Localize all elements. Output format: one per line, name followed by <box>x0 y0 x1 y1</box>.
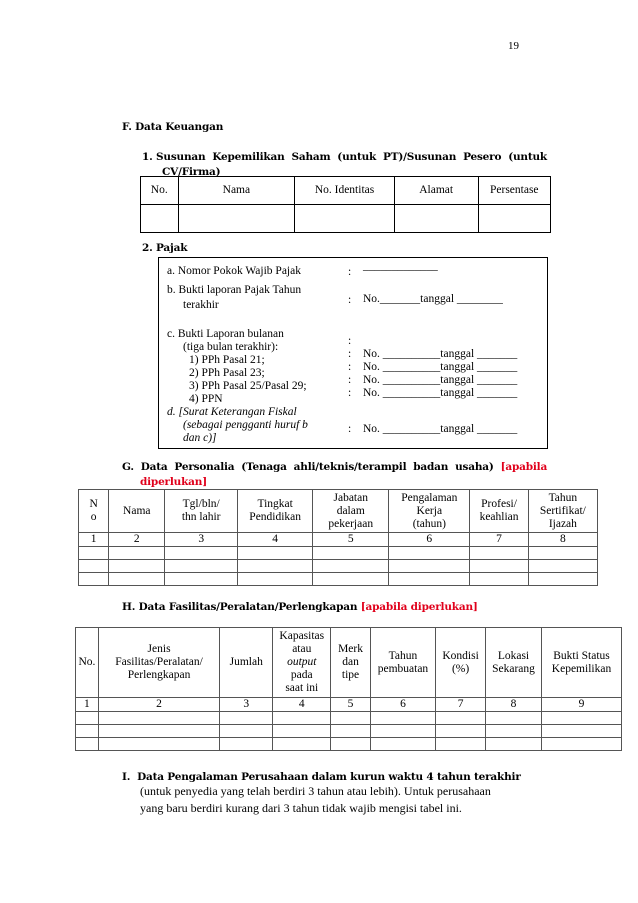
header-cell: Profesi/ keahlian <box>470 490 528 533</box>
number-cell: 3 <box>220 698 273 712</box>
header-cell: Tgl/bln/ thn lahir <box>165 490 238 533</box>
pajak-c-value: No. __________tanggal _______ <box>363 361 518 373</box>
pajak-d-label1: d. [Surat Keterangan Fiskal <box>167 406 297 418</box>
item1-line1: 1. Susunan Kepemilikan Saham (untuk PT)/Susunan Pesero (untuk <box>142 151 547 163</box>
header-cell: Tahun Sertifikat/ Ijazah <box>528 490 597 533</box>
pajak-c-label2: (tiga bulan terakhir): <box>183 341 279 353</box>
pajak-a-value: _____________ <box>363 260 438 272</box>
colon: : <box>348 266 352 278</box>
section-g-title-red: [apabila <box>500 461 548 473</box>
pajak-a-label: a. Nomor Pokok Wajib Pajak <box>167 265 301 277</box>
header-cell: No. <box>76 628 99 698</box>
pajak-c-item: 1) PPh Pasal 21; <box>189 354 265 366</box>
pajak-d-label2: (sebagai pengganti huruf b <box>183 419 308 431</box>
header-cell: Jenis Fasilitas/Peralatan/ Perlengkapan <box>98 628 219 698</box>
personnel-table <box>78 489 598 586</box>
colon: : <box>348 423 352 435</box>
pajak-b-label2: terakhir <box>183 299 219 311</box>
shareholder-table <box>140 176 551 233</box>
number-cell: 1 <box>76 698 99 712</box>
number-cell: 4 <box>273 698 331 712</box>
pajak-b-value: No._______tanggal ________ <box>363 293 503 305</box>
pajak-c-value: No. __________tanggal _______ <box>363 374 518 386</box>
output-italic: output <box>287 656 317 668</box>
header-cell: Bukti Status Kepemilikan <box>542 628 622 698</box>
section-h-title-red: [apabila diperlukan] <box>360 601 478 613</box>
header-cell: No. <box>141 177 179 205</box>
number-cell: 2 <box>98 698 219 712</box>
pajak-c-item: 2) PPh Pasal 23; <box>189 367 265 379</box>
header-cell: N o <box>79 490 109 533</box>
header-cell: Jabatan dalam pekerjaan <box>313 490 389 533</box>
facility-table <box>75 627 622 751</box>
pajak-c-item: 3) PPh Pasal 25/Pasal 29; <box>189 380 307 392</box>
number-cell: 7 <box>436 698 486 712</box>
section-h-title-text: H. Data Fasilitas/Peralatan/Perlengkapan <box>122 601 358 613</box>
pajak-c-value: No. __________tanggal _______ <box>363 348 518 360</box>
pajak-d-value: No. __________tanggal _______ <box>363 423 518 435</box>
section-i-title: I. Data Pengalaman Perusahaan dalam kurun waktu 4 tahun terakhir <box>122 771 521 783</box>
number-cell: 2 <box>109 533 165 547</box>
pajak-c-item: 4) PPN <box>189 393 223 405</box>
section-i-note2: yang baru berdiri kurang dari 3 tahun tidak wajib mengisi tabel ini. <box>140 801 462 815</box>
section-i-note1: (untuk penyedia yang telah berdiri 3 tahun atau lebih). Untuk perusahaan <box>140 784 491 798</box>
item1-line2: CV/Firma) <box>162 166 221 178</box>
header-cell: Pengalaman Kerja (tahun) <box>389 490 470 533</box>
section-f-title: F. Data Keuangan <box>122 121 224 133</box>
pajak-c-value: No. __________tanggal _______ <box>363 387 518 399</box>
number-cell: 7 <box>470 533 528 547</box>
section-h-title <box>122 601 478 613</box>
header-cell: Merk dan tipe <box>331 628 370 698</box>
header-cell: Kondisi (%) <box>436 628 486 698</box>
header-cell: Nama <box>178 177 295 205</box>
number-cell: 8 <box>528 533 597 547</box>
header-cell: Tahun pembuatan <box>370 628 435 698</box>
tax-box <box>158 257 548 449</box>
number-cell: 6 <box>370 698 435 712</box>
colon: : <box>348 361 352 373</box>
number-cell: 8 <box>485 698 541 712</box>
number-cell: 6 <box>389 533 470 547</box>
header-cell: Kapasitas atau output pada saat ini <box>273 628 331 698</box>
number-cell: 1 <box>79 533 109 547</box>
header-cell: Jumlah <box>220 628 273 698</box>
header-cell: Tingkat Pendidikan <box>238 490 313 533</box>
header-cell: Alamat <box>394 177 478 205</box>
header-cell: No. Identitas <box>295 177 395 205</box>
pajak-c-label1: c. Bukti Laporan bulanan <box>167 328 284 340</box>
number-cell: 4 <box>238 533 313 547</box>
number-cell: 9 <box>542 698 622 712</box>
colon: : <box>348 335 352 347</box>
section-g-title <box>122 461 547 473</box>
colon: : <box>348 348 352 360</box>
pajak-d-label3: dan c)] <box>183 432 217 444</box>
number-cell: 3 <box>165 533 238 547</box>
number-cell: 5 <box>331 698 370 712</box>
section-g-title-red-2: diperlukan] <box>140 476 207 488</box>
colon: : <box>348 374 352 386</box>
page-number: 19 <box>508 40 519 52</box>
pajak-b-label1: b. Bukti laporan Pajak Tahun <box>167 284 302 296</box>
colon: : <box>348 294 352 306</box>
item2-title: 2. Pajak <box>142 242 188 254</box>
number-cell: 5 <box>313 533 389 547</box>
colon: : <box>348 387 352 399</box>
header-cell: Persentase <box>478 177 550 205</box>
section-g-title-text: G. Data Personalia (Tenaga ahli/teknis/terampil badan usaha) <box>122 461 494 473</box>
header-cell: Nama <box>109 490 165 533</box>
header-cell: Lokasi Sekarang <box>485 628 541 698</box>
